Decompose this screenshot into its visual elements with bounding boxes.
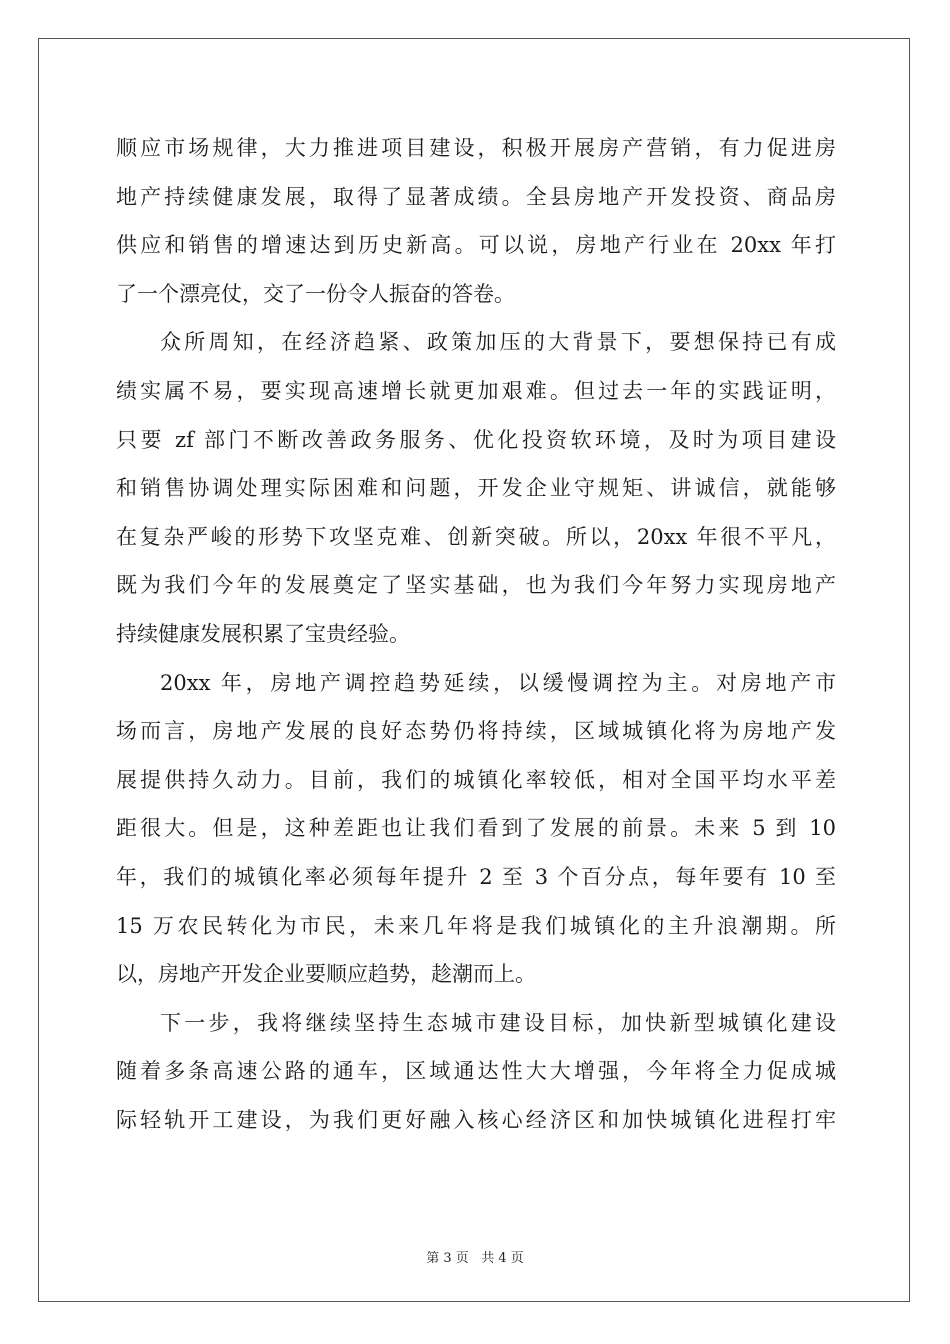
text-line: 地产持续健康发展，取得了显著成绩。全县房地产开发投资、商品房 [116,184,836,209]
page-footer [0,1247,950,1266]
text-line: 场而言，房地产发展的良好态势仍将持续，区域城镇化将为房地产发 [116,719,836,744]
text-line: 随着多条高速公路的通车，区域通达性大大增强，今年将全力促成城 [116,1059,836,1084]
text-line: 15 万农民转化为市民，未来几年将是我们城镇化的主升浪潮期。所 [116,913,836,938]
text-line: 年，我们的城镇化率必须每年提升 2 至 3 个百分点，每年要有 10 至 [116,864,836,889]
page-number: 第 3 页 [426,1251,469,1266]
text-line: 以，房地产开发企业要顺应趋势，趁潮而上。 [116,962,536,987]
text-line: 和销售协调处理实际困难和问题，开发企业守规矩、讲诚信，就能够 [116,476,836,501]
document-body [116,128,836,1148]
text-line: 顺应市场规律，大力推进项目建设，积极开展房产营销，有力促进房 [116,136,836,160]
text-line: 只要 zf 部门不断改善政务服务、优化投资软环境，及时为项目建设 [116,427,836,452]
text-line: 展提供持久动力。目前，我们的城镇化率较低，相对全国平均水平差 [116,767,836,792]
text-line: 距很大。但是，这种差距也让我们看到了发展的前景。未来 5 到 10 [116,816,836,841]
text-line: 了一个漂亮仗，交了一份令人振奋的答卷。 [116,281,515,306]
text-line: 际轻轨开工建设，为我们更好融入核心经济区和加快城镇化进程打牢 [116,1107,836,1132]
text-line: 众所周知，在经济趋紧、政策加压的大背景下，要想保持已有成 [160,330,836,355]
text-line: 供应和销售的增速达到历史新高。可以说，房地产行业在 20xx 年打 [116,233,836,258]
text-line: 下一步，我将继续坚持生态城市建设目标，加快新型城镇化建设 [160,1010,836,1035]
text-line: 既为我们今年的发展奠定了坚实基础，也为我们今年努力实现房地产 [116,573,836,598]
text-line: 20xx 年，房地产调控趋势延续，以缓慢调控为主。对房地产市 [160,670,836,695]
text-line: 绩实属不易，要实现高速增长就更加艰难。但过去一年的实践证明， [116,378,836,403]
text-line: 在复杂严峻的形势下攻坚克难、创新突破。所以，20xx 年很不平凡， [116,524,836,549]
text-line: 持续健康发展积累了宝贵经验。 [116,621,410,646]
page-total: 共 4 页 [481,1251,524,1266]
